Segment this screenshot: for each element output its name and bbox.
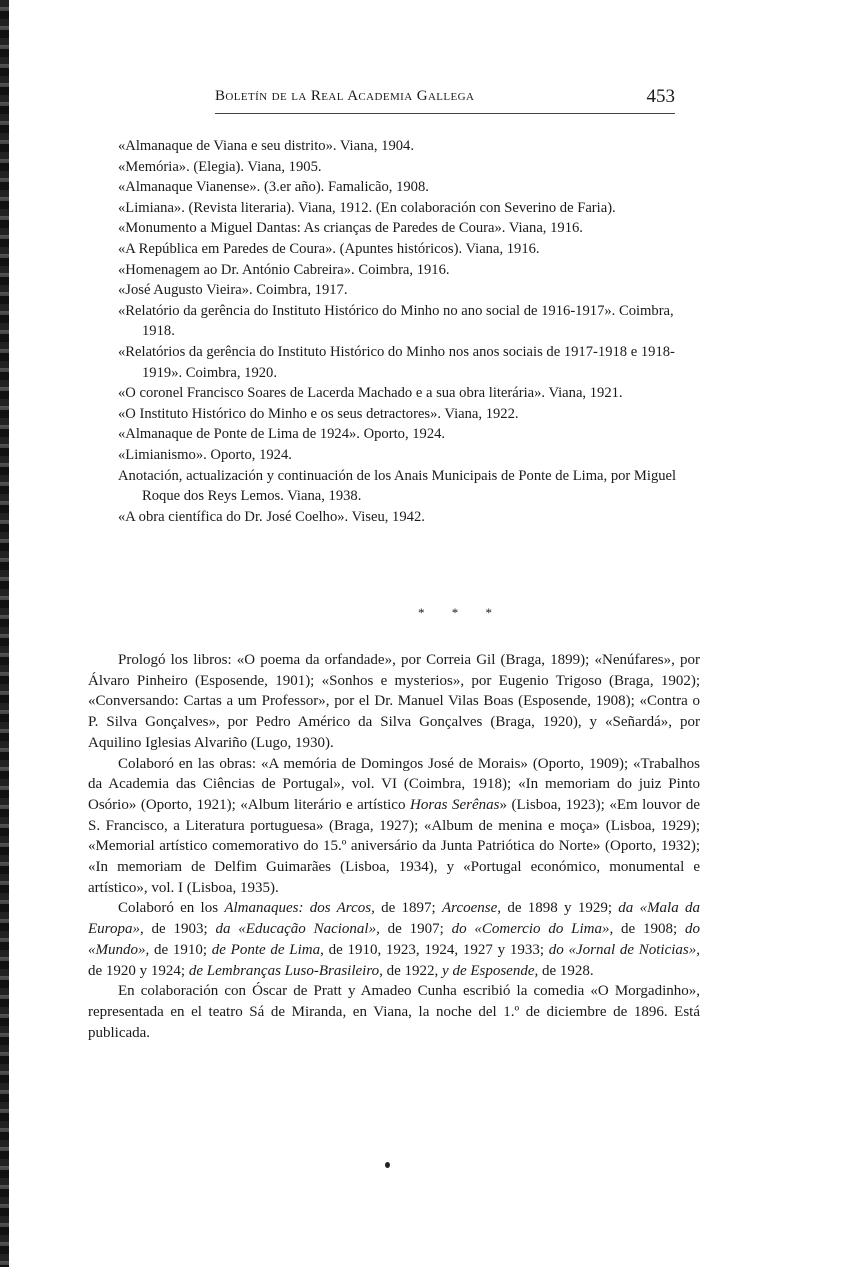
bibliography-entry: «Relatórios da gerência do Instituto Histórico do Minho nos anos sociais de 1917-1918 e 1918-1919». Coimbra, 1920. xyxy=(118,343,675,381)
bibliography-entry: «Almanaque de Ponte de Lima de 1924». Oporto, 1924. xyxy=(118,426,446,443)
italic-title: Arcoense, xyxy=(442,900,502,917)
bibliography-entry: «O coronel Francisco Soares de Lacerda Machado e a sua obra literária». Viana, 1921. xyxy=(118,385,623,402)
body-text xyxy=(88,650,700,1043)
ink-dot xyxy=(385,1162,390,1168)
bibliography-entry: «Limianismo». Oporto, 1924. xyxy=(118,446,292,463)
running-title: Boletín de la Real Academia Gallega xyxy=(215,88,475,104)
italic-title: do «Comercio do Lima», xyxy=(451,921,614,938)
italic-title: do «Mundo», xyxy=(88,921,700,958)
bibliography-entry: «José Augusto Vieira». Coimbra, 1917. xyxy=(118,282,348,299)
header-rule xyxy=(215,113,675,114)
paragraph-almanaques xyxy=(88,898,700,981)
paragraph-comedy xyxy=(88,981,700,1043)
italic-title: da «Mala da Europa», xyxy=(88,900,701,938)
bibliography-entry: «Memória». (Elegia). Viana, 1905. xyxy=(118,158,322,175)
paragraph-text: de 1922, xyxy=(382,962,443,979)
paragraph-prologues xyxy=(88,650,700,754)
paragraph-text: de 1898 y 1929; xyxy=(501,900,619,917)
running-header xyxy=(215,88,675,114)
italic-title: da «Educação Nacional», xyxy=(215,921,380,938)
paragraph-text: de 1897; xyxy=(374,900,443,917)
paragraph-text: de 1928. xyxy=(538,962,594,979)
paragraph-text: de 1903; xyxy=(143,921,216,938)
paragraph-text: En colaboración con Óscar de Pratt y Amadeo Cunha escribió la comedia «O Morgadinho», representada en el teatro Sá de Miranda, en Viana, la noche del 1.º de diciembre de 1896. Está publicada. xyxy=(88,983,700,1041)
paragraph-text: Colaboró en los xyxy=(118,900,225,917)
bibliography-entry: «A República em Paredes de Coura». (Apuntes históricos). Viana, 1916. xyxy=(118,240,540,257)
paragraph-text: » (Lisboa, 1923); «Em louvor de S. Francisco, a Literatura portuguesa» (Braga, 1927); «Album de menina e moça» (Lisboa, 1929); «Memorial artístico comemorativo do 15.º aniversário da Junta Patriótica do Norte» (Oporto, 1932); «In memoriam de Delfim Guimarães (Lisboa, 1934), y «Portugal económico, monumental e artístico», vol. I (Lisboa, 1935). xyxy=(88,796,701,896)
section-separator: * * * xyxy=(418,605,504,620)
paragraph-text: Colaboró en las obras: «A memória de Domingos José de Morais» (Oporto, 1909); «Trabalhos da Academia das Ciências de Portugal», vol. VI (Coimbra, 1918); «In memoriam do juiz Pinto Osório» (Oporto, 1921); «Album literário e artístico xyxy=(88,755,700,813)
italic-title: de Ponte de Lima, xyxy=(211,941,324,958)
italic-title: do «Jornal de Noticias», xyxy=(548,941,701,958)
paragraph-text: de 1910, 1923, 1924, 1927 y 1933; xyxy=(323,941,549,958)
italic-title: Horas Serênas xyxy=(410,796,500,813)
scanned-page-edge xyxy=(0,0,9,1267)
paragraph-text: de 1907; xyxy=(379,921,452,938)
paragraph-text: de 1908; xyxy=(613,921,685,938)
paragraph-text: de 1920 y 1924; xyxy=(88,962,189,979)
italic-title: Almanaques: dos Arcos, xyxy=(224,900,375,917)
bibliography-entry: «O Instituto Histórico do Minho e os seus detractores». Viana, 1922. xyxy=(118,405,519,422)
paragraph-text: Prologó los libros: «O poema da orfandade», por Correia Gil (Braga, 1899); «Nenúfares», por Álvaro Pinheiro (Esposende, 1901); «Sonhos e mysterios», por Eugenio Trigoso (Braga, 1902); «Conversando: Cartas a um Professor», por el Dr. Manuel Vilas Boas (Esposende, 1908); «Contra o P. Silva Gonçalves», por Pedro Américo da Silva Gonçalves (Braga, 1920), y «Señardá», por Aquilino Iglesias Alvariño (Lugo, 1930). xyxy=(88,652,700,751)
page-number: 453 xyxy=(646,86,675,107)
bibliography-entry: «Almanaque Vianense». (3.er año). Famalicão, 1908. xyxy=(118,179,429,196)
italic-title: de Lembranças Luso-Brasileiro, xyxy=(188,962,383,979)
italic-title: y de Esposende, xyxy=(442,962,539,979)
bibliography-entry: Anotación, actualización y continuación de los Anais Municipais de Ponte de Lima, por Miguel Roque dos Reys Lemos. Viana, 1938. xyxy=(118,467,677,505)
paragraph-text: de 1910; xyxy=(149,941,212,958)
bibliography-entry: «Limiana». (Revista literaria). Viana, 1912. (En colaboración con Severino de Faria). xyxy=(118,199,616,216)
bibliography-entry: «Homenagem ao Dr. António Cabreira». Coimbra, 1916. xyxy=(118,261,450,278)
bibliography-list xyxy=(118,136,698,527)
bibliography-entry: «Relatório da gerência do Instituto Histórico do Minho no ano social de 1916-1917». Coimbra, 1918. xyxy=(118,302,674,340)
paragraph-collaborations xyxy=(88,754,700,899)
bibliography-entry: «Monumento a Miguel Dantas: As crianças de Paredes de Coura». Viana, 1916. xyxy=(118,220,583,237)
bibliography-entry: «A obra científica do Dr. José Coelho». Viseu, 1942. xyxy=(118,508,425,525)
bibliography-entry: «Almanaque de Viana e seu distrito». Viana, 1904. xyxy=(118,138,414,154)
